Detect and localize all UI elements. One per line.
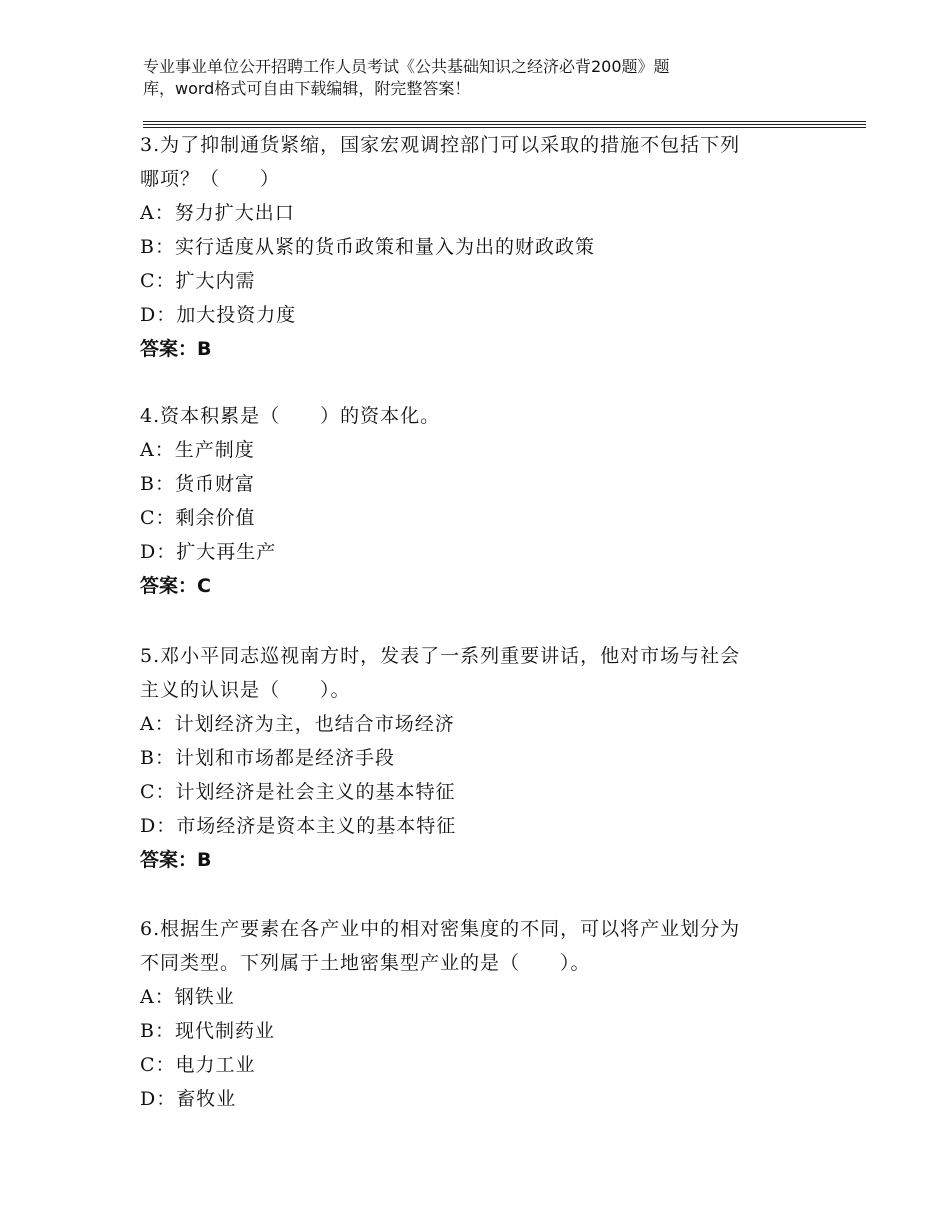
question-stem [140,639,820,707]
option-c: C：剩余价值 [140,507,256,529]
option-a: A：钢铁业 [140,986,235,1008]
header-line-1: 专业事业单位公开招聘工作人员考试《公共基础知识之经济必背200题》题 [143,57,670,76]
document-header [143,56,823,100]
question-stem [140,399,820,433]
question-stem [140,912,820,980]
option-a: A：计划经济为主，也结合市场经济 [140,713,455,735]
question-stem [140,128,820,196]
answer-line: 答案：B [140,849,212,871]
stem-line: 主义的认识是（ ）。 [140,679,351,701]
option-d: D：扩大再生产 [140,541,277,563]
option-b: B：计划和市场都是经济手段 [140,747,395,769]
question-3 [140,128,820,366]
option-b: B：实行适度从紧的货币政策和量入为出的财政政策 [140,236,595,258]
stem-line: 不同类型。下列属于土地密集型产业的是（ ）。 [140,952,591,974]
stem-line: 6.根据生产要素在各产业中的相对密集度的不同，可以将产业划分为 [140,918,741,940]
option-d: D：畜牧业 [140,1088,237,1110]
question-4 [140,399,820,603]
option-c: C：电力工业 [140,1054,256,1076]
option-c: C：计划经济是社会主义的基本特征 [140,781,456,803]
stem-line: 4.资本积累是（ ）的资本化。 [140,405,441,427]
question-5 [140,639,820,877]
option-d: D：市场经济是资本主义的基本特征 [140,815,457,837]
answer-line: 答案：B [140,338,212,360]
option-c: C：扩大内需 [140,270,256,292]
header-line-2: 库，word格式可自由下载编辑，附完整答案！ [143,79,471,98]
header-divider-2 [143,124,866,125]
option-a: A：努力扩大出口 [140,202,295,224]
stem-line: 哪项？（ ） [140,168,281,190]
option-b: B：现代制药业 [140,1020,275,1042]
stem-line: 5.邓小平同志巡视南方时，发表了一系列重要讲话，他对市场与社会 [140,645,741,667]
option-b: B：货币财富 [140,473,255,495]
option-a: A：生产制度 [140,439,255,461]
option-d: D：加大投资力度 [140,304,297,326]
answer-line: 答案：C [140,575,211,597]
header-divider-1 [143,121,866,122]
question-6 [140,912,820,1116]
stem-line: 3.为了抑制通货紧缩，国家宏观调控部门可以采取的措施不包括下列 [140,134,741,156]
